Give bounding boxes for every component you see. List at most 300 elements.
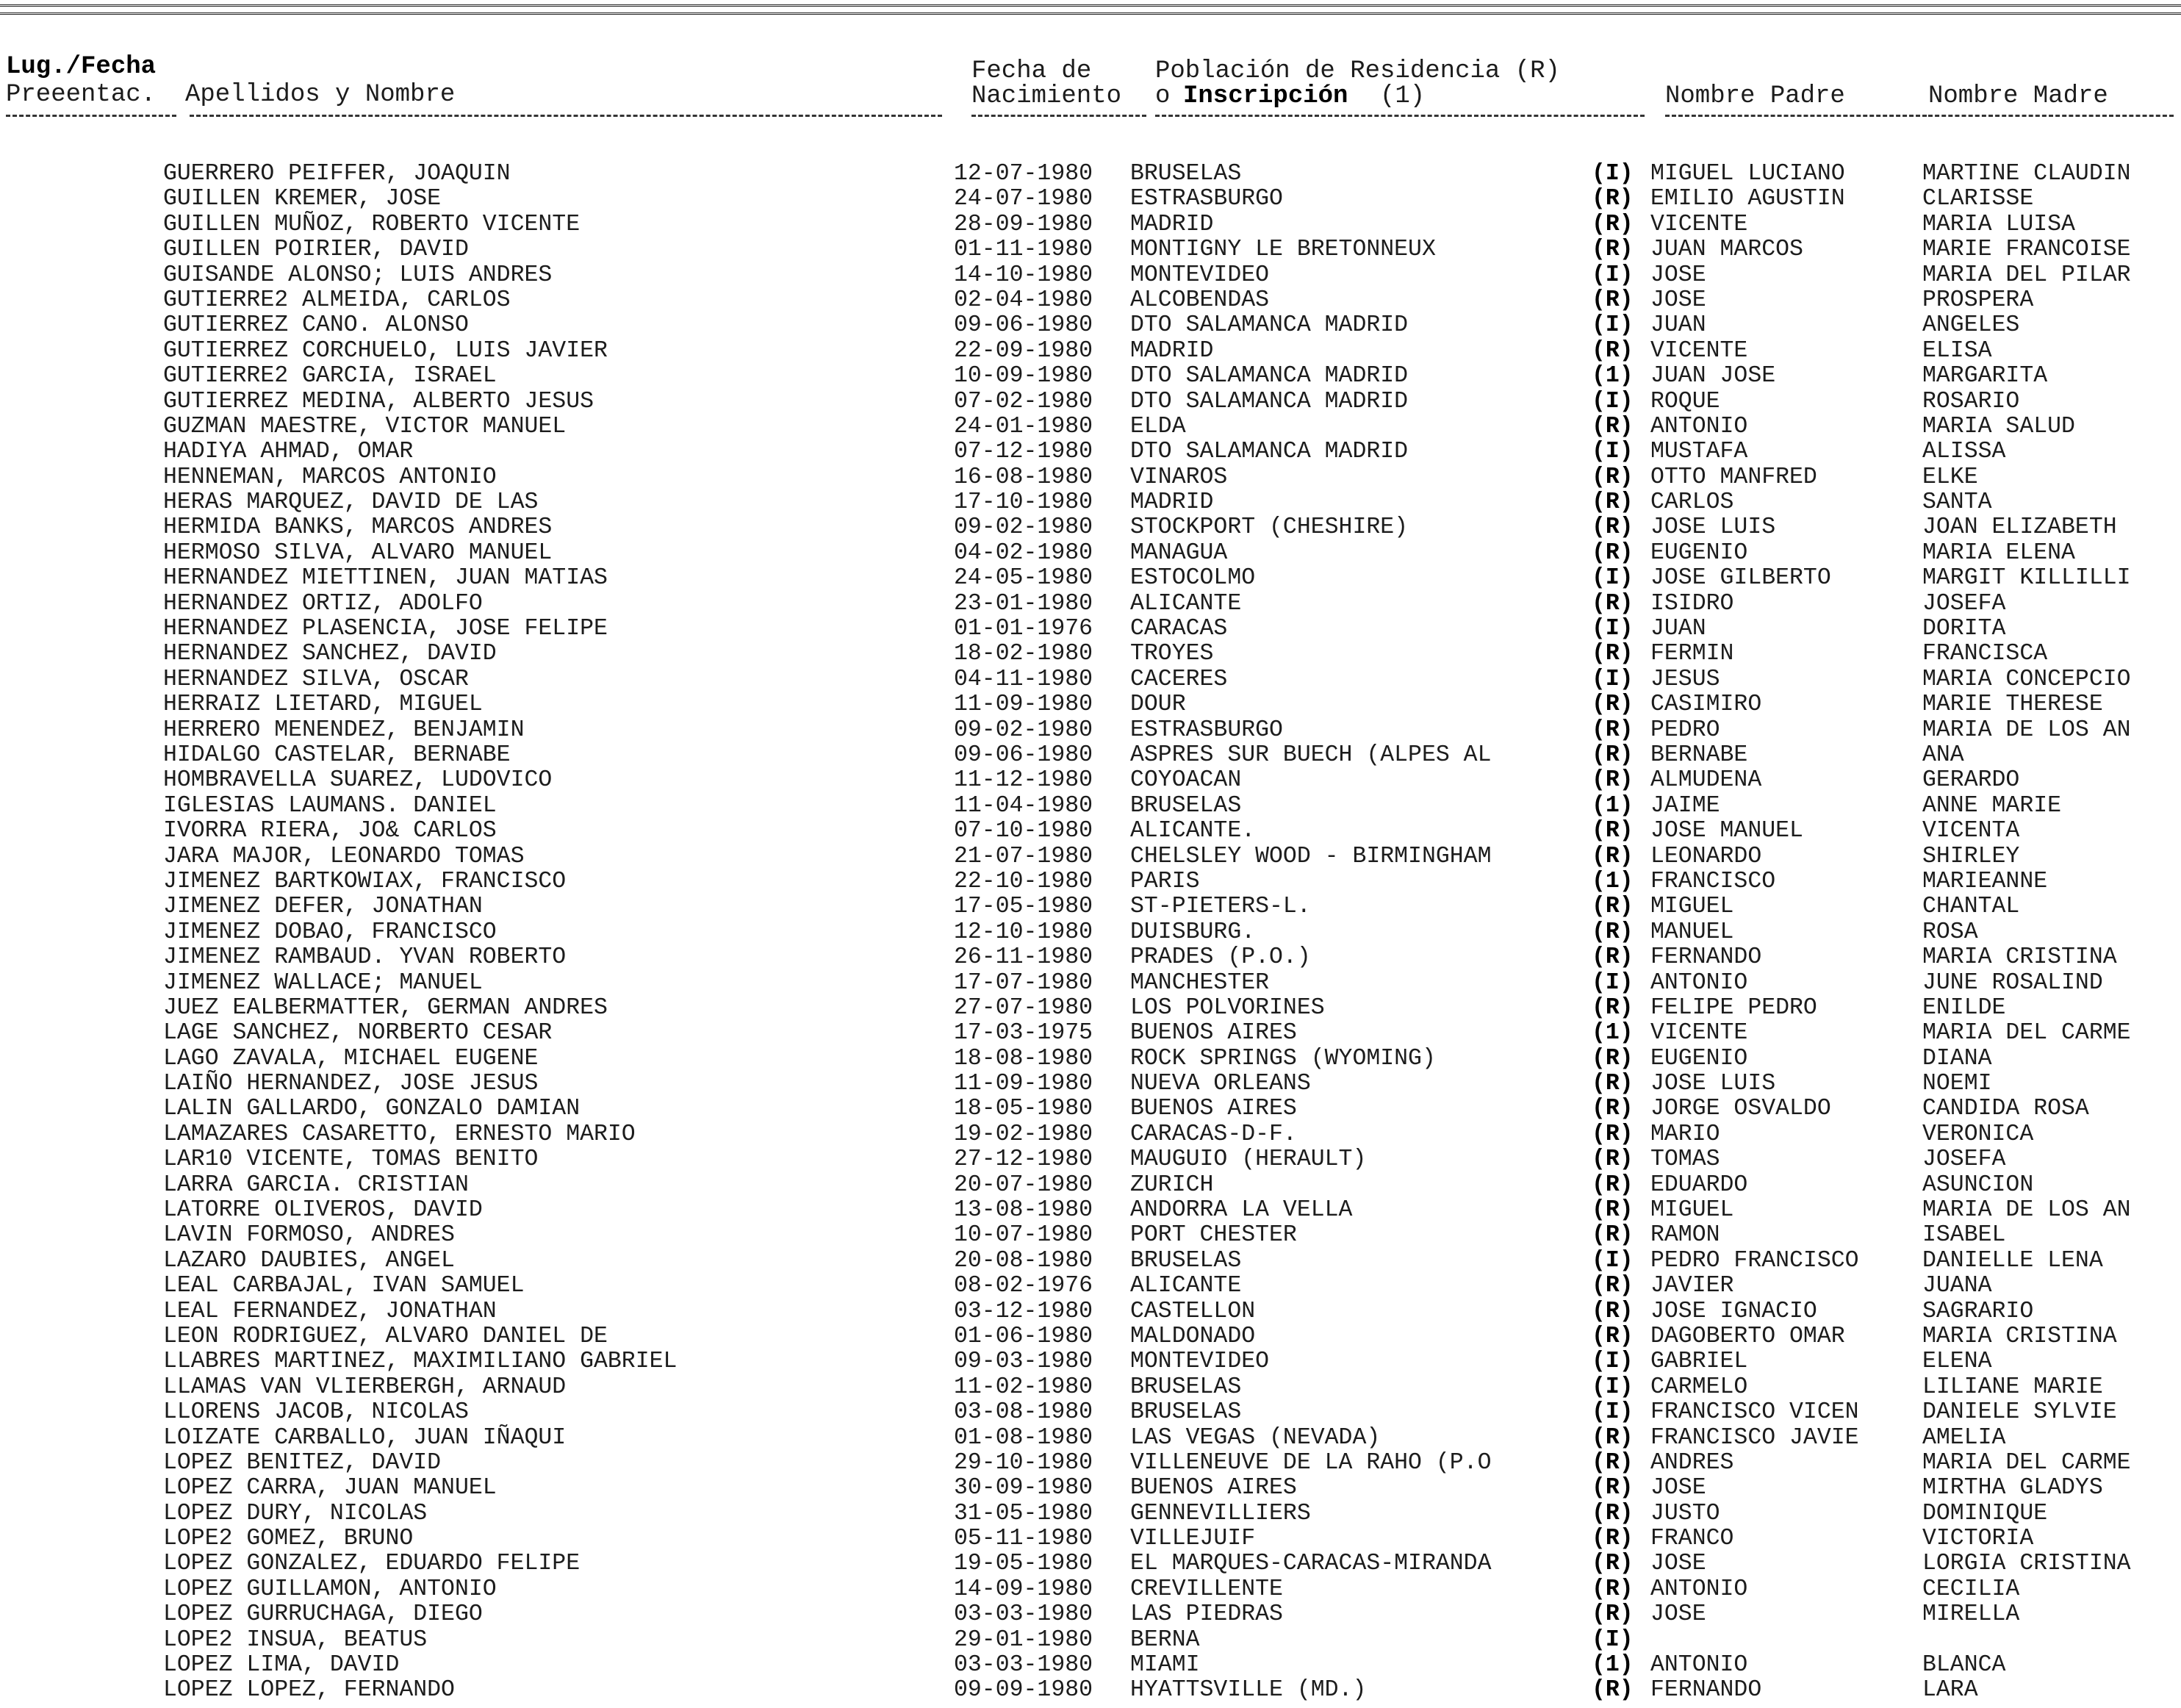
nombre-cell: HENNEMAN, MARCOS ANTONIO bbox=[163, 464, 497, 490]
fecha-cell: 24-01-1980 bbox=[954, 413, 1093, 439]
poblacion-cell: ALICANTE bbox=[1130, 1273, 1242, 1299]
padre-cell: PEDRO FRANCISCO bbox=[1650, 1247, 1859, 1274]
fecha-cell: 19-02-1980 bbox=[954, 1121, 1093, 1147]
fecha-cell: 17-07-1980 bbox=[954, 969, 1093, 996]
poblacion-cell: ASPRES SUR BUECH (ALPES AL bbox=[1130, 742, 1492, 768]
poblacion-cell: VILLENEUVE DE LA RAHO (P.O bbox=[1130, 1449, 1492, 1476]
residencia-tag: (1) bbox=[1592, 792, 1634, 819]
madre-cell: ANGELES bbox=[1922, 312, 2020, 339]
record-row bbox=[0, 971, 2181, 996]
padre-cell: JOSE LUIS bbox=[1650, 514, 1776, 541]
header-underline-nombre bbox=[190, 115, 942, 117]
record-row bbox=[0, 212, 2181, 237]
record-row bbox=[0, 920, 2181, 945]
madre-cell: JOSEFA bbox=[1922, 1147, 2006, 1173]
fecha-cell: 16-08-1980 bbox=[954, 464, 1093, 490]
residencia-tag: (I) bbox=[1592, 1374, 1634, 1400]
poblacion-cell: CHELSLEY WOOD - BIRMINGHAM bbox=[1130, 843, 1492, 869]
fecha-cell: 28-09-1980 bbox=[954, 211, 1093, 237]
madre-cell: LARA bbox=[1922, 1677, 1978, 1704]
madre-cell: MARIE FRANCOISE bbox=[1922, 237, 2131, 263]
padre-cell: JOSE LUIS bbox=[1650, 1071, 1776, 1097]
padre-cell: FERNANDO bbox=[1650, 944, 1762, 971]
madre-cell: JUNE ROSALIND bbox=[1922, 969, 2103, 996]
residencia-tag: (R) bbox=[1592, 717, 1634, 743]
header-nombre-madre: Nombre Madre bbox=[1928, 82, 2108, 110]
fecha-cell: 01-06-1980 bbox=[954, 1323, 1093, 1349]
record-row bbox=[0, 1628, 2181, 1653]
residencia-tag: (R) bbox=[1592, 489, 1634, 516]
padre-cell: ANTONIO bbox=[1650, 969, 1748, 996]
nombre-cell: LLORENS JACOB, NICOLAS bbox=[163, 1399, 469, 1426]
nombre-cell: IVORRA RIERA, JO& CARLOS bbox=[163, 818, 497, 844]
madre-cell: ISABEL bbox=[1922, 1222, 2006, 1249]
record-row bbox=[0, 1577, 2181, 1602]
fecha-cell: 11-04-1980 bbox=[954, 792, 1093, 819]
residencia-tag: (R) bbox=[1592, 211, 1634, 237]
record-row bbox=[0, 1451, 2181, 1476]
padre-cell: JOSE bbox=[1650, 1475, 1706, 1501]
record-row bbox=[0, 692, 2181, 717]
residencia-tag: (R) bbox=[1592, 287, 1634, 313]
residencia-tag: (R) bbox=[1592, 818, 1634, 844]
nombre-cell: LOPEZ DURY, NICOLAS bbox=[163, 1500, 428, 1526]
padre-cell: ANTONIO bbox=[1650, 1576, 1748, 1602]
fecha-cell: 17-03-1975 bbox=[954, 1020, 1093, 1047]
poblacion-cell: BUENOS AIRES bbox=[1130, 1475, 1297, 1501]
poblacion-cell: CACERES bbox=[1130, 666, 1228, 692]
madre-cell: VICTORIA bbox=[1922, 1526, 2034, 1552]
nombre-cell: JIMENEZ WALLACE; MANUEL bbox=[163, 969, 483, 996]
header-underline-poblacion bbox=[1155, 115, 1645, 117]
fecha-cell: 27-07-1980 bbox=[954, 994, 1093, 1021]
padre-cell: ANTONIO bbox=[1650, 1652, 1748, 1679]
madre-cell: ENILDE bbox=[1922, 994, 2006, 1021]
fecha-cell: 27-12-1980 bbox=[954, 1147, 1093, 1173]
padre-cell: ISIDRO bbox=[1650, 590, 1734, 617]
nombre-cell: LATORRE OLIVEROS, DAVID bbox=[163, 1197, 483, 1224]
poblacion-cell: NUEVA ORLEANS bbox=[1130, 1071, 1311, 1097]
poblacion-cell: ESTRASBURGO bbox=[1130, 717, 1283, 743]
record-row bbox=[0, 237, 2181, 262]
nombre-cell: GUERRERO PEIFFER, JOAQUIN bbox=[163, 161, 511, 187]
nombre-cell: GUISANDE ALONSO; LUIS ANDRES bbox=[163, 262, 553, 288]
fecha-cell: 14-09-1980 bbox=[954, 1576, 1093, 1602]
poblacion-cell: BRUSELAS bbox=[1130, 792, 1242, 819]
fecha-cell: 18-08-1980 bbox=[954, 1045, 1093, 1072]
record-row bbox=[0, 592, 2181, 617]
nombre-cell: HADIYA AHMAD, OMAR bbox=[163, 439, 414, 465]
padre-cell: LEONARDO bbox=[1650, 843, 1762, 869]
madre-cell: MARIA SALUD bbox=[1922, 413, 2075, 439]
fecha-cell: 18-02-1980 bbox=[954, 641, 1093, 667]
nombre-cell: JIMENEZ DEFER, JONATHAN bbox=[163, 894, 483, 920]
residencia-tag: (R) bbox=[1592, 641, 1634, 667]
fecha-cell: 20-07-1980 bbox=[954, 1171, 1093, 1198]
record-row bbox=[0, 1400, 2181, 1425]
madre-cell: MARIA CRISTINA bbox=[1922, 944, 2117, 971]
nombre-cell: LLAMAS VAN VLIERBERGH, ARNAUD bbox=[163, 1374, 567, 1400]
fecha-cell: 03-03-1980 bbox=[954, 1652, 1093, 1679]
residencia-tag: (R) bbox=[1592, 237, 1634, 263]
nombre-cell: GUTIERREZ MEDINA, ALBERTO JESUS bbox=[163, 388, 594, 415]
fecha-cell: 22-10-1980 bbox=[954, 868, 1093, 894]
nombre-cell: GUTIERREZ CANO. ALONSO bbox=[163, 312, 469, 339]
padre-cell: JORGE OSVALDO bbox=[1650, 1096, 1831, 1122]
padre-cell: MARIO bbox=[1650, 1121, 1720, 1147]
nombre-cell: LEAL CARBAJAL, IVAN SAMUEL bbox=[163, 1273, 525, 1299]
padre-cell: JOSE MANUEL bbox=[1650, 818, 1803, 844]
record-row bbox=[0, 1198, 2181, 1223]
nombre-cell: JARA MAJOR, LEONARDO TOMAS bbox=[163, 843, 525, 869]
record-row bbox=[0, 566, 2181, 591]
record-row bbox=[0, 743, 2181, 768]
padre-cell: BERNABE bbox=[1650, 742, 1748, 768]
fecha-cell: 18-05-1980 bbox=[954, 1096, 1093, 1122]
nombre-cell: LAVIN FORMOSO, ANDRES bbox=[163, 1222, 455, 1249]
padre-cell: FERMIN bbox=[1650, 641, 1734, 667]
padre-cell: JUAN bbox=[1650, 616, 1706, 642]
residencia-tag: (R) bbox=[1592, 1071, 1634, 1097]
fecha-cell: 12-10-1980 bbox=[954, 919, 1093, 945]
padre-cell: TOMAS bbox=[1650, 1147, 1720, 1173]
record-row bbox=[0, 490, 2181, 515]
record-row bbox=[0, 263, 2181, 288]
nombre-cell: HERMIDA BANKS, MARCOS ANDRES bbox=[163, 514, 553, 541]
poblacion-cell: ALICANTE. bbox=[1130, 818, 1256, 844]
nombre-cell: LOPEZ GONZALEZ, EDUARDO FELIPE bbox=[163, 1551, 581, 1577]
fecha-cell: 07-12-1980 bbox=[954, 439, 1093, 465]
fecha-cell: 08-02-1976 bbox=[954, 1273, 1093, 1299]
header-presentac: Preeentac. bbox=[6, 81, 157, 109]
madre-cell: SAGRARIO bbox=[1922, 1298, 2034, 1324]
padre-cell: JOSE bbox=[1650, 1551, 1706, 1577]
padre-cell: EMILIO AGUSTIN bbox=[1650, 186, 1845, 212]
poblacion-cell: MADRID bbox=[1130, 211, 1214, 237]
poblacion-cell: BUENOS AIRES bbox=[1130, 1020, 1297, 1047]
nombre-cell: HERNANDEZ SILVA, OSCAR bbox=[163, 666, 469, 692]
fecha-cell: 09-03-1980 bbox=[954, 1349, 1093, 1375]
poblacion-cell: PRADES (P.O.) bbox=[1130, 944, 1311, 971]
residencia-tag: (R) bbox=[1592, 1222, 1634, 1249]
residencia-tag: (R) bbox=[1592, 692, 1634, 718]
fecha-cell: 04-11-1980 bbox=[954, 666, 1093, 692]
residencia-tag: (I) bbox=[1592, 388, 1634, 415]
nombre-cell: LOPEZ LIMA, DAVID bbox=[163, 1652, 400, 1679]
madre-cell: NOEMI bbox=[1922, 1071, 1992, 1097]
fecha-cell: 09-02-1980 bbox=[954, 717, 1093, 743]
madre-cell: SANTA bbox=[1922, 489, 1992, 516]
record-row bbox=[0, 1476, 2181, 1501]
record-row bbox=[0, 667, 2181, 692]
record-row bbox=[0, 339, 2181, 364]
poblacion-cell: BUENOS AIRES bbox=[1130, 1096, 1297, 1122]
padre-cell: EUGENIO bbox=[1650, 1045, 1748, 1072]
record-row bbox=[0, 1122, 2181, 1147]
record-row bbox=[0, 415, 2181, 439]
record-row bbox=[0, 1249, 2181, 1274]
padre-cell: MANUEL bbox=[1650, 919, 1734, 945]
nombre-cell: LEAL FERNANDEZ, JONATHAN bbox=[163, 1298, 497, 1324]
fecha-cell: 23-01-1980 bbox=[954, 590, 1093, 617]
poblacion-cell: ANDORRA LA VELLA bbox=[1130, 1197, 1353, 1224]
residencia-tag: (R) bbox=[1592, 1323, 1634, 1349]
residencia-tag: (I) bbox=[1592, 565, 1634, 592]
madre-cell: AMELIA bbox=[1922, 1424, 2006, 1451]
poblacion-cell: PORT CHESTER bbox=[1130, 1222, 1297, 1249]
record-row bbox=[0, 1426, 2181, 1451]
poblacion-cell: CREVILLENTE bbox=[1130, 1576, 1283, 1602]
residencia-tag: (R) bbox=[1592, 186, 1634, 212]
residencia-tag: (R) bbox=[1592, 590, 1634, 617]
residencia-tag: (I) bbox=[1592, 161, 1634, 187]
residencia-tag: (R) bbox=[1592, 767, 1634, 794]
fecha-cell: 03-08-1980 bbox=[954, 1399, 1093, 1426]
poblacion-cell: EL MARQUES-CARACAS-MIRANDA bbox=[1130, 1551, 1492, 1577]
madre-cell: JOSEFA bbox=[1922, 590, 2006, 617]
madre-cell: DANIELLE LENA bbox=[1922, 1247, 2103, 1274]
fecha-cell: 09-06-1980 bbox=[954, 742, 1093, 768]
poblacion-cell: PARIS bbox=[1130, 868, 1200, 894]
poblacion-cell: MADRID bbox=[1130, 337, 1214, 364]
residencia-tag: (R) bbox=[1592, 994, 1634, 1021]
poblacion-cell: GENNEVILLIERS bbox=[1130, 1500, 1311, 1526]
poblacion-cell: BRUSELAS bbox=[1130, 161, 1242, 187]
nombre-cell: LOIZATE CARBALLO, JUAN IÑAQUI bbox=[163, 1424, 567, 1451]
poblacion-cell: LOS POLVORINES bbox=[1130, 994, 1325, 1021]
fecha-cell: 22-09-1980 bbox=[954, 337, 1093, 364]
poblacion-cell: COYOACAN bbox=[1130, 767, 1242, 794]
fecha-cell: 11-02-1980 bbox=[954, 1374, 1093, 1400]
madre-cell: CHANTAL bbox=[1922, 894, 2020, 920]
residencia-tag: (R) bbox=[1592, 894, 1634, 920]
madre-cell: ELISA bbox=[1922, 337, 1992, 364]
residencia-tag: (I) bbox=[1592, 616, 1634, 642]
poblacion-cell: BRUSELAS bbox=[1130, 1247, 1242, 1274]
madre-cell: GERARDO bbox=[1922, 767, 2020, 794]
residencia-tag: (1) bbox=[1592, 1020, 1634, 1047]
padre-cell: MIGUEL bbox=[1650, 894, 1734, 920]
madre-cell: ELKE bbox=[1922, 464, 1978, 490]
fecha-cell: 17-05-1980 bbox=[954, 894, 1093, 920]
header-underline-lug bbox=[6, 115, 176, 117]
madre-cell: PROSPERA bbox=[1922, 287, 2034, 313]
header-lug-fecha: Lug./Fecha bbox=[6, 53, 157, 81]
poblacion-cell: DTO SALAMANCA MADRID bbox=[1130, 388, 1409, 415]
fecha-cell: 03-12-1980 bbox=[954, 1298, 1093, 1324]
nombre-cell: HERMOSO SILVA, ALVARO MANUEL bbox=[163, 539, 553, 566]
residencia-tag: (1) bbox=[1592, 363, 1634, 390]
nombre-cell: LOPEZ BENITEZ, DAVID bbox=[163, 1449, 442, 1476]
header-underline-fecha bbox=[971, 115, 1146, 117]
header-underline-padre bbox=[1665, 115, 1927, 117]
madre-cell: LORGIA CRISTINA bbox=[1922, 1551, 2131, 1577]
madre-cell: MIRELLA bbox=[1922, 1601, 2020, 1628]
madre-cell: MARIA DEL PILAR bbox=[1922, 262, 2131, 288]
residencia-tag: (R) bbox=[1592, 1677, 1634, 1704]
nombre-cell: HERNANDEZ PLASENCIA, JOSE FELIPE bbox=[163, 616, 608, 642]
record-row bbox=[0, 162, 2181, 187]
record-row bbox=[0, 1551, 2181, 1576]
residencia-tag: (R) bbox=[1592, 337, 1634, 364]
poblacion-cell: MALDONADO bbox=[1130, 1323, 1256, 1349]
nombre-cell: LAGE SANCHEZ, NORBERTO CESAR bbox=[163, 1020, 553, 1047]
padre-cell: VICENTE bbox=[1650, 1020, 1748, 1047]
fecha-cell: 26-11-1980 bbox=[954, 944, 1093, 971]
padre-cell: PEDRO bbox=[1650, 717, 1720, 743]
record-row bbox=[0, 1173, 2181, 1198]
fecha-cell: 07-10-1980 bbox=[954, 818, 1093, 844]
padre-cell: ALMUDENA bbox=[1650, 767, 1762, 794]
fecha-cell: 12-07-1980 bbox=[954, 161, 1093, 187]
record-row bbox=[0, 541, 2181, 566]
fecha-cell: 09-09-1980 bbox=[954, 1677, 1093, 1704]
madre-cell: MARIA DEL CARME bbox=[1922, 1020, 2131, 1047]
nombre-cell: GUTIERREZ CORCHUELO, LUIS JAVIER bbox=[163, 337, 608, 364]
residencia-tag: (R) bbox=[1592, 1424, 1634, 1451]
nombre-cell: HOMBRAVELLA SUAREZ, LUDOVICO bbox=[163, 767, 553, 794]
padre-cell: ROQUE bbox=[1650, 388, 1720, 415]
record-row bbox=[0, 1349, 2181, 1374]
record-row bbox=[0, 1526, 2181, 1551]
record-row bbox=[0, 313, 2181, 338]
madre-cell: MARGARITA bbox=[1922, 363, 2048, 390]
madre-cell: CECILIA bbox=[1922, 1576, 2020, 1602]
residencia-tag: (R) bbox=[1592, 1449, 1634, 1476]
poblacion-cell: MANAGUA bbox=[1130, 539, 1228, 566]
padre-cell: FERNANDO bbox=[1650, 1677, 1762, 1704]
poblacion-cell: CASTELLON bbox=[1130, 1298, 1256, 1324]
record-row bbox=[0, 819, 2181, 844]
poblacion-cell: ESTRASBURGO bbox=[1130, 186, 1283, 212]
poblacion-cell: MONTIGNY LE BRETONNEUX bbox=[1130, 237, 1436, 263]
padre-cell: JUAN MARCOS bbox=[1650, 237, 1803, 263]
header-apellidos: Apellidos y Nombre bbox=[185, 81, 456, 109]
residencia-tag: (R) bbox=[1592, 919, 1634, 945]
nombre-cell: HERNANDEZ MIETTINEN, JUAN MATIAS bbox=[163, 565, 608, 592]
padre-cell: OTTO MANFRED bbox=[1650, 464, 1817, 490]
record-row bbox=[0, 1097, 2181, 1122]
madre-cell: JUANA bbox=[1922, 1273, 1992, 1299]
padre-cell: JOSE bbox=[1650, 287, 1706, 313]
madre-cell: DORITA bbox=[1922, 616, 2006, 642]
residencia-tag: (I) bbox=[1592, 1349, 1634, 1375]
residencia-tag: (R) bbox=[1592, 944, 1634, 971]
header-nacimiento: Nacimiento bbox=[971, 82, 1122, 110]
record-row bbox=[0, 187, 2181, 212]
poblacion-cell: DTO SALAMANCA MADRID bbox=[1130, 363, 1409, 390]
padre-cell: JUAN JOSE bbox=[1650, 363, 1776, 390]
padre-cell: JOSE bbox=[1650, 262, 1706, 288]
padre-cell: CARMELO bbox=[1650, 1374, 1748, 1400]
madre-cell: CLARISSE bbox=[1922, 186, 2034, 212]
padre-cell: JAVIER bbox=[1650, 1273, 1734, 1299]
record-row bbox=[0, 945, 2181, 970]
fecha-cell: 11-09-1980 bbox=[954, 1071, 1093, 1097]
nombre-cell: GUZMAN MAESTRE, VICTOR MANUEL bbox=[163, 413, 567, 439]
poblacion-cell: MANCHESTER bbox=[1130, 969, 1270, 996]
residencia-tag: (R) bbox=[1592, 1526, 1634, 1552]
nombre-cell: HERNANDEZ ORTIZ, ADOLFO bbox=[163, 590, 483, 617]
header-fecha-de: Fecha de bbox=[971, 57, 1092, 85]
poblacion-cell: STOCKPORT (CHESHIRE) bbox=[1130, 514, 1409, 541]
nombre-cell: LAZARO DAUBIES, ANGEL bbox=[163, 1247, 455, 1274]
padre-cell: MIGUEL bbox=[1650, 1197, 1734, 1224]
nombre-cell: LOPEZ GUILLAMON, ANTONIO bbox=[163, 1576, 497, 1602]
record-row bbox=[0, 642, 2181, 667]
residencia-tag: (R) bbox=[1592, 1298, 1634, 1324]
padre-cell: FRANCISCO VICEN bbox=[1650, 1399, 1859, 1426]
nombre-cell: LOPEZ GURRUCHAGA, DIEGO bbox=[163, 1601, 483, 1628]
fecha-cell: 11-12-1980 bbox=[954, 767, 1093, 794]
residencia-tag: (R) bbox=[1592, 1121, 1634, 1147]
record-row bbox=[0, 390, 2181, 415]
record-row bbox=[0, 1072, 2181, 1097]
poblacion-cell: MAUGUIO (HERAULT) bbox=[1130, 1147, 1367, 1173]
residencia-tag: (I) bbox=[1592, 262, 1634, 288]
padre-cell: JOSE bbox=[1650, 1601, 1706, 1628]
padre-cell: EDUARDO bbox=[1650, 1171, 1748, 1198]
poblacion-cell: MADRID bbox=[1130, 489, 1214, 516]
residencia-tag: (I) bbox=[1592, 666, 1634, 692]
record-list bbox=[0, 162, 2181, 1704]
poblacion-cell: TROYES bbox=[1130, 641, 1214, 667]
nombre-cell: HERAS MARQUEZ, DAVID DE LAS bbox=[163, 489, 539, 516]
fecha-cell: 21-07-1980 bbox=[954, 843, 1093, 869]
poblacion-cell: ESTOCOLMO bbox=[1130, 565, 1256, 592]
record-row bbox=[0, 465, 2181, 490]
fecha-cell: 17-10-1980 bbox=[954, 489, 1093, 516]
fecha-cell: 03-03-1980 bbox=[954, 1601, 1093, 1628]
padre-cell: FRANCO bbox=[1650, 1526, 1734, 1552]
record-row bbox=[0, 439, 2181, 464]
record-row bbox=[0, 1501, 2181, 1526]
nombre-cell: LLABRES MARTINEZ, MAXIMILIANO GABRIEL bbox=[163, 1349, 678, 1375]
nombre-cell: LAGO ZAVALA, MICHAEL EUGENE bbox=[163, 1045, 539, 1072]
fecha-cell: 01-11-1980 bbox=[954, 237, 1093, 263]
poblacion-cell: VINAROS bbox=[1130, 464, 1228, 490]
header-poblacion: Población de Residencia (R) bbox=[1155, 57, 1560, 85]
poblacion-cell: ELDA bbox=[1130, 413, 1186, 439]
padre-cell: FRANCISCO bbox=[1650, 868, 1776, 894]
nombre-cell: GUTIERRE2 GARCIA, ISRAEL bbox=[163, 363, 497, 390]
fecha-cell: 02-04-1980 bbox=[954, 287, 1093, 313]
padre-cell: JAIME bbox=[1650, 792, 1720, 819]
madre-cell: MARIA DE LOS AN bbox=[1922, 717, 2131, 743]
residencia-tag: (R) bbox=[1592, 1045, 1634, 1072]
madre-cell: DIANA bbox=[1922, 1045, 1992, 1072]
fecha-cell: 11-09-1980 bbox=[954, 692, 1093, 718]
madre-cell: BLANCA bbox=[1922, 1652, 2006, 1679]
nombre-cell: LALIN GALLARDO, GONZALO DAMIAN bbox=[163, 1096, 581, 1122]
padre-cell: FELIPE PEDRO bbox=[1650, 994, 1817, 1021]
poblacion-cell: HYATTSVILLE (MD.) bbox=[1130, 1677, 1367, 1704]
record-row bbox=[0, 869, 2181, 894]
madre-cell: MIRTHA GLADYS bbox=[1922, 1475, 2103, 1501]
nombre-cell: JIMENEZ BARTKOWIAX, FRANCISCO bbox=[163, 868, 567, 894]
poblacion-cell: MONTEVIDEO bbox=[1130, 1349, 1270, 1375]
residencia-tag: (I) bbox=[1592, 439, 1634, 465]
residencia-tag: (R) bbox=[1592, 1601, 1634, 1628]
nombre-cell: LEON RODRIGUEZ, ALVARO DANIEL DE bbox=[163, 1323, 608, 1349]
record-row bbox=[0, 1653, 2181, 1678]
nombre-cell: LOPEZ LOPEZ, FERNANDO bbox=[163, 1677, 455, 1704]
fecha-cell: 01-01-1976 bbox=[954, 616, 1093, 642]
nombre-cell: GUILLEN KREMER, JOSE bbox=[163, 186, 442, 212]
record-row bbox=[0, 996, 2181, 1021]
fecha-cell: 24-05-1980 bbox=[954, 565, 1093, 592]
madre-cell: ROSA bbox=[1922, 919, 1978, 945]
